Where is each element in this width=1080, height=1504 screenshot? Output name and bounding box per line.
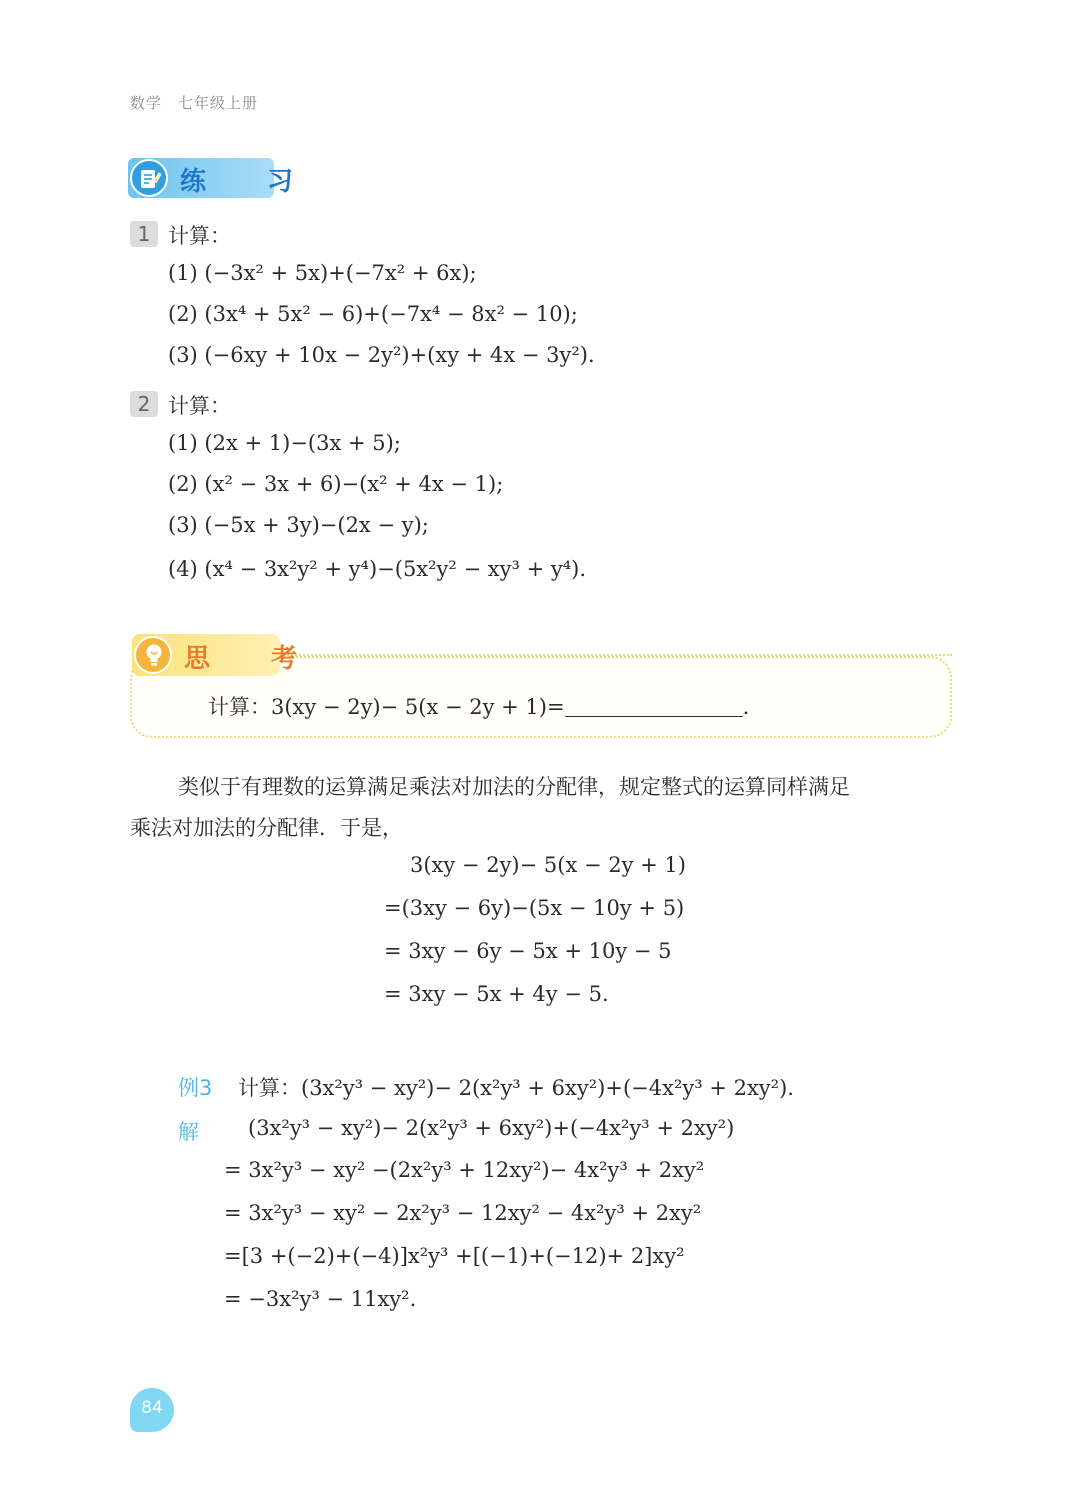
solution-step-4: =[3 +(−2)+(−4)]x²y³ +[(−1)+(−12)+ 2]xy²: [224, 1244, 685, 1268]
q2-item-2: (2) (x² − 3x + 6)−(x² + 4x − 1);: [168, 472, 504, 496]
practice-title: 练 习: [180, 167, 320, 197]
think-banner: [132, 634, 324, 676]
derivation-line-3: = 3xy − 6y − 5x + 10y − 5: [384, 939, 672, 963]
solution-step-5: = −3x²y³ − 11xy².: [224, 1287, 417, 1311]
derivation-line-1: 3(xy − 2y)− 5(x − 2y + 1): [410, 853, 686, 877]
q1-item-2: (2) (3x⁴ + 5x² − 6)+(−7x⁴ − 8x² − 10);: [168, 302, 578, 326]
paragraph-line-1: 类似于有理数的运算满足乘法对加法的分配律，规定整式的运算同样满足: [178, 775, 850, 799]
q2-item-4: (4) (x⁴ − 3x²y² + y⁴)−(5x²y² − xy³ + y⁴).: [168, 557, 587, 581]
paragraph-line-2: 乘法对加法的分配律．于是，: [130, 816, 403, 840]
lightbulb-icon: [134, 636, 172, 674]
question-number-1: 1: [130, 221, 158, 247]
header-grade: 七年级上册: [178, 94, 259, 112]
answer-blank[interactable]: [565, 696, 743, 717]
question-number-2: 2: [130, 391, 158, 417]
derivation-line-4: = 3xy − 5x + 4y − 5.: [384, 982, 609, 1006]
page-number-badge: [130, 1388, 174, 1432]
think-end: .: [742, 695, 750, 719]
header-subject: 数学: [130, 94, 163, 112]
q2-item-1: (1) (2x + 1)−(3x + 5);: [168, 431, 401, 455]
example-question: 计算：(3x²y³ − xy²)− 2(x²y³ + 6xy²)+(−4x²y³ + 2xy²).: [238, 1076, 794, 1100]
example-label: 例3: [178, 1076, 213, 1100]
think-title: 思 考: [184, 644, 324, 674]
q2-item-3: (3) (−5x + 3y)−(2x − y);: [168, 513, 429, 537]
question-1-label: 计算：: [168, 224, 231, 248]
solution-step-3: = 3x²y³ − xy² − 2x²y³ − 12xy² − 4x²y³ + 2xy²: [224, 1201, 702, 1225]
running-header: [130, 92, 258, 113]
notepad-pencil-icon: [130, 159, 168, 197]
derivation-line-2: =(3xy − 6y)−(5x − 10y + 5): [384, 896, 685, 920]
solution-step-2: = 3x²y³ − xy² −(2x²y³ + 12xy²)− 4x²y³ + 2xy²: [224, 1158, 705, 1182]
q1-item-3: (3) (−6xy + 10x − 2y²)+(xy + 4x − 3y²).: [168, 343, 595, 367]
solution-label: 解: [178, 1120, 199, 1144]
practice-banner: [128, 158, 320, 198]
think-prompt: 计算：3(xy − 2y)− 5(x − 2y + 1)=: [208, 695, 565, 719]
page-number: 84: [141, 1398, 163, 1418]
q1-item-1: (1) (−3x² + 5x)+(−7x² + 6x);: [168, 261, 477, 285]
question-2-label: 计算：: [168, 394, 231, 418]
solution-step-1: (3x²y³ − xy²)− 2(x²y³ + 6xy²)+(−4x²y³ + 2xy²): [248, 1116, 735, 1140]
think-question: [208, 691, 749, 721]
think-top-dotted-line: [280, 654, 952, 660]
